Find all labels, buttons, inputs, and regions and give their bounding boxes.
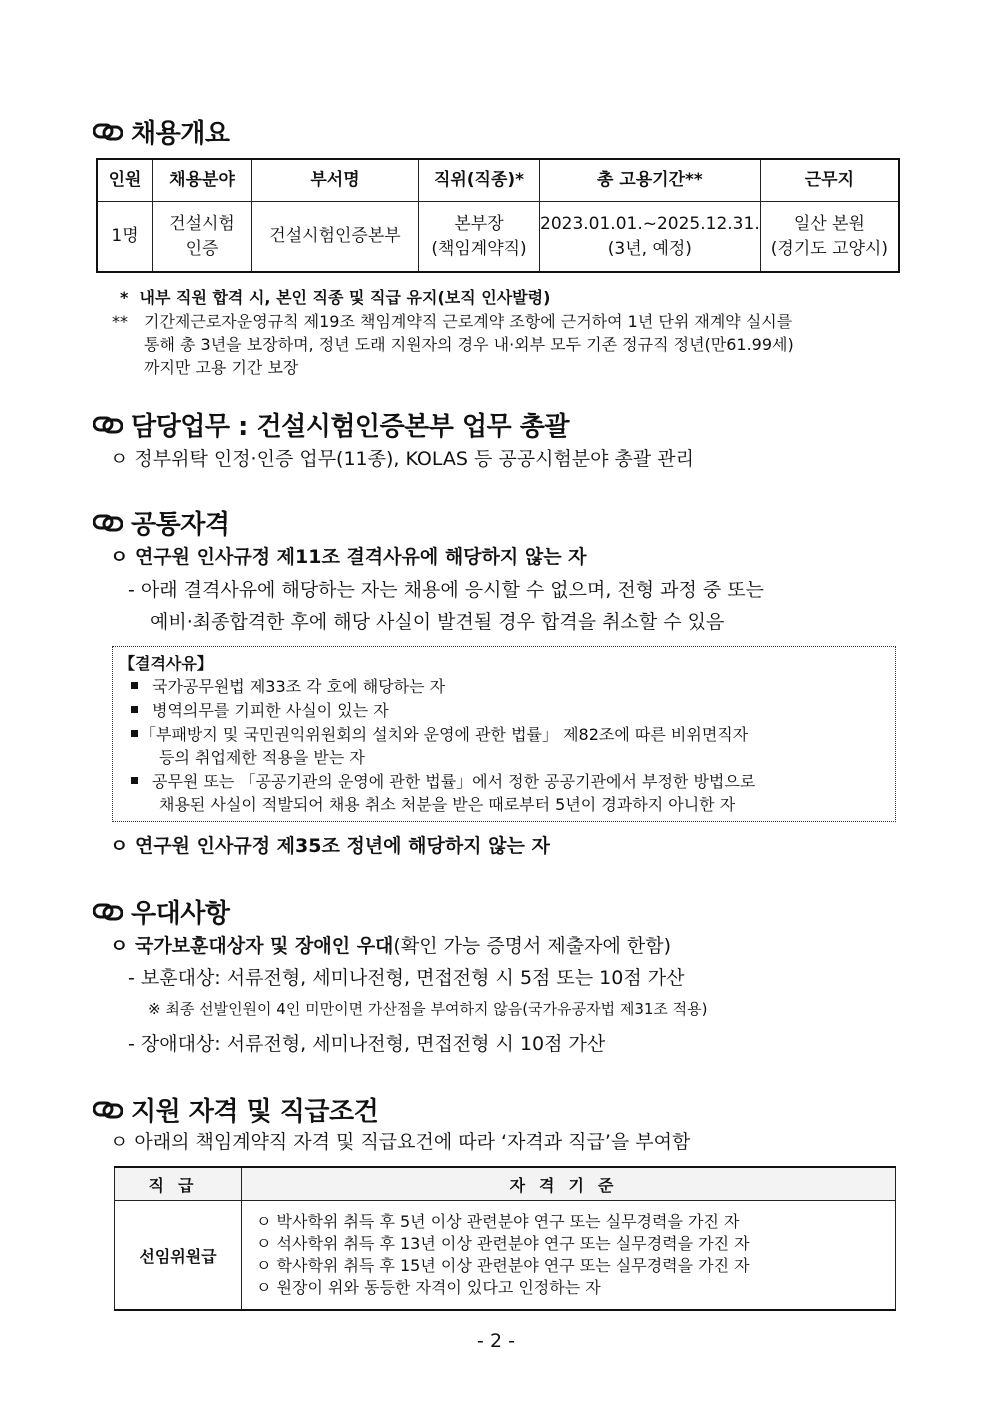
eligibility-intro: ㅇ 아래의 책임계약직 자격 및 직급요건에 따라 ‘자격과 직급’을 부여함 — [110, 1131, 691, 1153]
link-icon — [93, 513, 123, 533]
col-position: 직위(직종)* — [419, 159, 540, 202]
note-2-line-3: 까지만 고용 기간 보장 — [144, 358, 299, 377]
criteria-item: ㅇ 석사학위 취득 후 13년 이상 관련분야 연구 또는 실무경력을 가진 자 — [256, 1234, 750, 1253]
criteria-item: ㅇ 학사학위 취득 후 15년 이상 관련분야 연구 또는 실무경력을 가진 자 — [256, 1256, 750, 1275]
col-grade: 직급 — [115, 1167, 242, 1201]
criteria-item: ㅇ 원장이 위와 동등한 자격이 있다고 인정하는 자 — [256, 1278, 601, 1297]
square-bullet-icon — [131, 706, 138, 713]
section-title: 지원 자격 및 직급조건 — [131, 1097, 379, 1127]
criteria-item: ㅇ 박사학위 취득 후 5년 이상 관련분야 연구 또는 실무경력을 가진 자 — [256, 1212, 740, 1231]
col-dept: 부서명 — [252, 159, 419, 202]
cell-location: 일산 본원 (경기도 고양시) — [760, 202, 899, 273]
link-icon — [93, 1100, 123, 1120]
list-item: 국가공무원법 제33조 각 호에 해당하는 자 — [131, 675, 445, 698]
preference-sub-1-note: ※ 최종 선발인원이 4인 미만이면 가산점을 부여하지 않음(국가유공자법 제31조 적용) — [148, 1000, 708, 1018]
section-title: 우대사항 — [131, 899, 230, 929]
table-header-row — [115, 1167, 896, 1201]
common-sub-line-2: 예비·최종합격한 후에 해당 사실이 발견될 경우 합격을 취소할 수 있음 — [150, 611, 725, 633]
section-heading-duty — [93, 406, 569, 443]
grade-table — [114, 1166, 896, 1311]
cell-position: 본부장 (책임계약직) — [419, 202, 540, 273]
section-title: 채용개요 — [131, 119, 230, 149]
cell-grade: 선임위원급 — [115, 1201, 242, 1311]
section-heading-common — [93, 504, 229, 541]
section-heading-preference — [93, 893, 229, 930]
list-item-continued: 등의 취업제한 적용을 받는 자 — [159, 748, 365, 767]
preference-item: ㅇ 국가보훈대상자 및 장애인 우대(확인 가능 증명서 제출자에 한함) — [110, 935, 672, 957]
preference-sub-2: - 장애대상: 서류전형, 세미나전형, 면접전형 시 10점 가산 — [128, 1033, 606, 1055]
note-2-line-2: 통해 총 3년을 보장하며, 정년 도래 지원자의 경우 내·외부 모두 기존 정규직 정년(만61.99세) — [144, 335, 794, 354]
link-icon — [93, 122, 123, 142]
cell-field: 건설시험 인증 — [153, 202, 252, 273]
list-item: 공무원 또는 「공공기관의 운영에 관한 법률」에서 정한 공공기관에서 부정한 방법으로 — [131, 770, 755, 793]
cell-dept: 건설시험인증본부 — [252, 202, 419, 273]
col-field: 채용분야 — [153, 159, 252, 202]
common-sub-line-1: - 아래 결격사유에 해당하는 자는 채용에 응시할 수 없으며, 전형 과정 중 또는 — [128, 579, 764, 601]
section-heading-eligibility — [93, 1091, 378, 1128]
square-bullet-icon — [131, 777, 138, 784]
link-icon — [93, 415, 123, 435]
section-title: 담당업무 : 건설시험인증본부 업무 총괄 — [131, 412, 569, 442]
col-period: 총 고용기간** — [540, 159, 761, 202]
list-item: 병역의무를 기피한 사실이 있는 자 — [131, 699, 389, 722]
duty-item: ㅇ 정부위탁 인정·인증 업무(11종), KOLAS 등 공공시험분야 총괄 관리 — [110, 448, 694, 470]
section-title: 공통자격 — [131, 510, 230, 540]
link-icon — [93, 902, 123, 922]
cell-period: 2023.01.01.~2025.12.31. (3년, 예정) — [540, 202, 761, 273]
preference-sub-1: - 보훈대상: 서류전형, 세미나전형, 면접전형 시 5점 또는 10점 가산 — [128, 967, 685, 989]
recruitment-table — [96, 158, 900, 273]
col-location: 근무지 — [760, 159, 899, 202]
table-row — [115, 1201, 896, 1311]
col-criteria: 자격기준 — [242, 1167, 896, 1201]
page-number: - 2 - — [477, 1330, 515, 1352]
common-item-1: ㅇ 연구원 인사규정 제11조 결격사유에 해당하지 않는 자 — [110, 546, 587, 568]
note-2-mark: ** — [112, 312, 128, 331]
col-count: 인원 — [97, 159, 153, 202]
box-title: 【결격사유】 — [119, 654, 213, 673]
square-bullet-icon — [131, 682, 138, 689]
common-item-2: ㅇ 연구원 인사규정 제35조 정년에 해당하지 않는 자 — [110, 835, 550, 857]
table-row — [97, 202, 899, 273]
note-2-line-1: 기간제근로자운영규칙 제19조 책임계약직 근로계약 조항에 근거하여 1년 단위 재계약 실시를 — [144, 312, 793, 331]
note-1: * 내부 직원 합격 시, 본인 직종 및 직급 유지(보직 인사발령) — [120, 288, 551, 307]
cell-count: 1명 — [97, 202, 153, 273]
list-item: 「부패방지 및 국민권익위원회의 설치와 운영에 관한 법률」 제82조에 따른 비위면직자 — [131, 723, 748, 746]
disqualification-box — [112, 646, 896, 822]
cell-criteria — [242, 1201, 896, 1311]
square-bullet-icon — [131, 730, 138, 737]
table-header-row — [97, 159, 899, 202]
list-item-continued: 채용된 사실이 적발되어 채용 취소 처분을 받은 때로부터 5년이 경과하지 아니한 자 — [159, 795, 736, 814]
section-heading-overview — [93, 113, 229, 150]
